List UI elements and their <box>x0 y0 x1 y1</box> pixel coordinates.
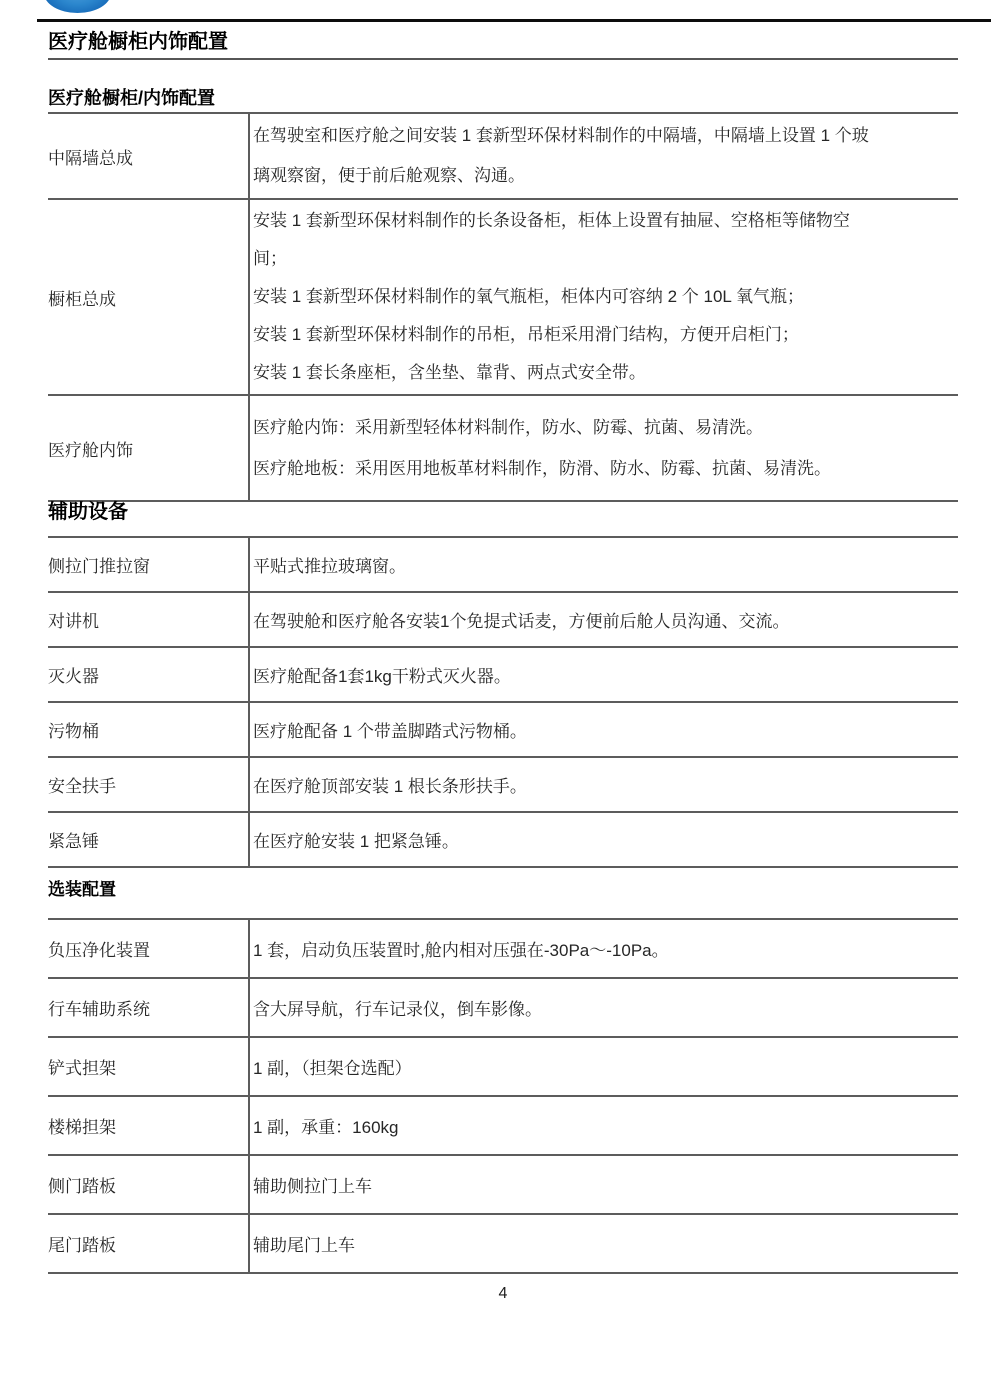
row-value <box>248 703 958 756</box>
value-line: 璃观察窗，便于前后舱观察、沟通。 <box>253 166 525 185</box>
section-title-auxiliary-equipment: 辅助设备 <box>48 501 128 523</box>
value-line: 安装 1 套新型环保材料制作的长条设备柜，柜体上设置有抽屉、空格柜等储物空 <box>253 211 850 230</box>
row-label: 铲式担架 <box>48 1059 116 1078</box>
row-label: 尾门踏板 <box>48 1236 116 1255</box>
section-title-underline <box>48 58 958 60</box>
value-line: 在医疗舱顶部安装 1 根长条形扶手。 <box>253 777 527 796</box>
value-line: 辅助侧拉门上车 <box>253 1177 372 1196</box>
table-row <box>48 813 958 868</box>
value-line: 安装 1 套新型环保材料制作的吊柜，吊柜采用滑门结构，方便开启柜门； <box>253 325 799 344</box>
value-line: 辅助尾门上车 <box>253 1236 355 1255</box>
value-line: 含大屏导航，行车记录仪，倒车影像。 <box>253 1000 542 1019</box>
value-line: 平贴式推拉玻璃窗。 <box>253 557 406 576</box>
table-row <box>48 648 958 703</box>
table-row <box>48 758 958 813</box>
row-value <box>248 648 958 701</box>
row-label: 中隔墙总成 <box>48 148 133 168</box>
row-value <box>248 200 958 394</box>
brand-oval-logo-icon <box>44 0 111 13</box>
table-row <box>48 593 958 648</box>
row-label: 紧急锤 <box>48 832 99 851</box>
row-value <box>248 979 958 1036</box>
table-row <box>48 1097 958 1156</box>
row-label: 侧门踏板 <box>48 1177 116 1196</box>
value-line: 医疗舱地板：采用医用地板革材料制作，防滑、防水、防霉、抗菌、易清洗。 <box>253 459 831 478</box>
row-value <box>248 920 958 977</box>
table-row <box>48 920 958 979</box>
row-value <box>248 114 958 198</box>
row-value <box>248 1038 958 1095</box>
value-line: 1 副，（担架仓选配） <box>253 1059 412 1078</box>
table-row <box>48 538 958 593</box>
row-label: 橱柜总成 <box>48 289 116 309</box>
row-value <box>248 1156 958 1213</box>
value-line: 间； <box>253 249 287 268</box>
row-label: 医疗舱内饰 <box>48 440 133 460</box>
row-value <box>248 593 958 646</box>
row-label: 安全扶手 <box>48 777 116 796</box>
table-row <box>48 703 958 758</box>
row-label: 行车辅助系统 <box>48 1000 150 1019</box>
table-row <box>48 396 958 502</box>
row-value <box>248 396 958 500</box>
row-value <box>248 538 958 591</box>
row-label: 灭火器 <box>48 667 99 686</box>
row-label: 负压净化装置 <box>48 941 150 960</box>
row-value <box>248 813 958 866</box>
value-line: 在医疗舱安装 1 把紧急锤。 <box>253 832 459 851</box>
row-value <box>248 758 958 811</box>
value-line: 安装 1 套新型环保材料制作的氧气瓶柜，柜体内可容纳 2 个 10L 氧气瓶； <box>253 287 804 306</box>
spec-table-optional <box>48 918 958 1274</box>
row-label: 侧拉门推拉窗 <box>48 557 150 576</box>
section-title-optional-config: 选装配置 <box>48 880 116 899</box>
row-label: 污物桶 <box>48 722 99 741</box>
row-value <box>248 1215 958 1272</box>
header-rule <box>37 19 991 22</box>
spec-table-cabinet <box>48 112 958 502</box>
row-value <box>248 1097 958 1154</box>
value-line: 医疗舱配备1套1kg干粉式灭火器。 <box>253 667 511 686</box>
spec-table-auxiliary <box>48 536 958 868</box>
value-line: 在驾驶舱和医疗舱各安装1个免提式话麦，方便前后舱人员沟通、交流。 <box>253 612 790 631</box>
page-number: 4 <box>498 1285 508 1302</box>
value-line: 1 套，启动负压装置时,舱内相对压强在-30Pa～-10Pa。 <box>253 941 669 960</box>
table-row <box>48 1215 958 1274</box>
value-line: 1 副，承重：160kg <box>253 1118 399 1137</box>
value-line: 医疗舱配备 1 个带盖脚踏式污物桶。 <box>253 722 527 741</box>
row-label: 楼梯担架 <box>48 1118 116 1137</box>
subsection-title-cabinet-interior: 医疗舱橱柜/内饰配置 <box>48 88 216 108</box>
row-label: 对讲机 <box>48 612 99 631</box>
table-row <box>48 114 958 200</box>
value-line: 医疗舱内饰：采用新型轻体材料制作，防水、防霉、抗菌、易清洗。 <box>253 418 763 437</box>
table-row <box>48 200 958 396</box>
table-row <box>48 1038 958 1097</box>
table-row <box>48 979 958 1038</box>
value-line: 在驾驶室和医疗舱之间安装 1 套新型环保材料制作的中隔墙，中隔墙上设置 1 个玻 <box>253 126 869 145</box>
value-line: 安装 1 套长条座柜，含坐垫、靠背、两点式安全带。 <box>253 363 646 382</box>
table-row <box>48 1156 958 1215</box>
section-title-cabinet-interior: 医疗舱橱柜内饰配置 <box>48 31 228 53</box>
